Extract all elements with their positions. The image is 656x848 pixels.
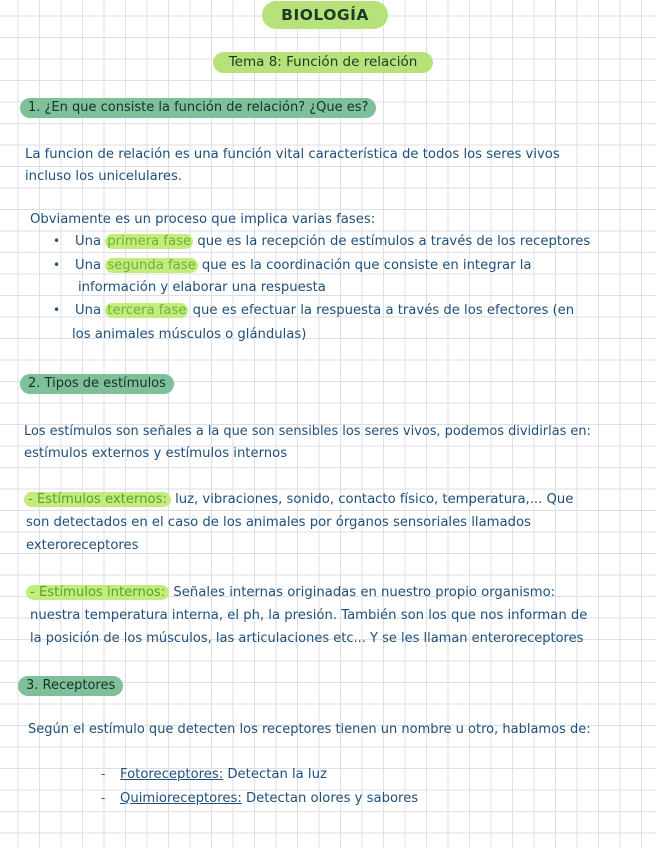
receptor-term: Quimioreceptores:	[120, 791, 242, 806]
bullet-dash: -	[101, 767, 106, 781]
receptor-description: Detectan olores y sabores	[241, 791, 419, 806]
paragraph-line: La funcion de relación es una función vital característica de todos los seres vivos	[25, 147, 560, 162]
list-item-text: que es efectuar la respuesta a través de los efectores (en	[188, 303, 575, 318]
bullet-dot: •	[53, 258, 61, 272]
list-item-text: que es la recepción de estímulos a través de los receptores	[193, 234, 591, 249]
section-heading-1: 1. ¿En que consiste la función de relación? ¿Que es?	[20, 98, 376, 118]
page-title: BIOLOGÍA	[262, 1, 388, 29]
list-item	[75, 233, 590, 251]
list-item-text: que es la coordinación que consiste en integrar la	[197, 258, 532, 273]
internal-stimuli-line	[26, 584, 555, 602]
highlight: - Estímulos externos:	[24, 492, 171, 507]
receptor-item	[120, 790, 418, 808]
highlight: - Estímulos internos:	[26, 585, 169, 600]
list-item-text: Una	[75, 234, 106, 249]
paragraph-text: Señales internas originadas en nuestro propio organismo:	[169, 585, 556, 600]
list-item	[75, 302, 574, 320]
paragraph-text: luz, vibraciones, sonido, contacto físico, temperatura,... Que	[170, 492, 574, 507]
bullet-dash: -	[101, 791, 106, 805]
paragraph-line: Según el estímulo que detecten los receptores tienen un nombre u otro, hablamos de:	[28, 722, 591, 737]
paragraph-line: Los estímulos son señales a la que son sensibles los seres vivos, podemos dividirlas en:	[24, 424, 591, 439]
section-heading-3: 3. Receptores	[18, 676, 123, 696]
paragraph-line: nuestra temperatura interna, el ph, la presión. También son los que nos informan de	[30, 608, 588, 623]
list-item-continuation: información y elaborar una respuesta	[78, 280, 326, 295]
paragraph-line: Obviamente es un proceso que implica varias fases:	[30, 212, 376, 227]
external-stimuli-line	[24, 491, 573, 509]
highlight: primera fase	[107, 234, 192, 249]
page-subtitle: Tema 8: Función de relación	[213, 52, 433, 73]
receptor-item	[120, 766, 327, 784]
paragraph-line: estímulos externos y estímulos internos	[24, 446, 288, 461]
paragraph-line: son detectados en el caso de los animales por órganos sensoriales llamados	[26, 515, 531, 530]
highlight: tercera fase	[107, 303, 187, 318]
paragraph-line: incluso los unicelulares.	[25, 169, 183, 184]
paragraph-line: exteroreceptores	[26, 538, 139, 553]
list-item-text: Una	[75, 303, 106, 318]
section-heading-2: 2. Tipos de estímulos	[20, 374, 174, 394]
list-item	[75, 257, 531, 275]
list-item-text: Una	[75, 258, 106, 273]
paragraph-line: la posición de los músculos, las articulaciones etc... Y se les llaman enteroreceptores	[30, 631, 584, 646]
bullet-dot: •	[53, 303, 61, 317]
list-item-continuation: los animales músculos o glándulas)	[72, 327, 307, 342]
bullet-dot: •	[53, 234, 61, 248]
receptor-term: Fotoreceptores:	[120, 767, 224, 782]
highlight: segunda fase	[107, 258, 196, 273]
receptor-description: Detectan la luz	[223, 767, 327, 782]
